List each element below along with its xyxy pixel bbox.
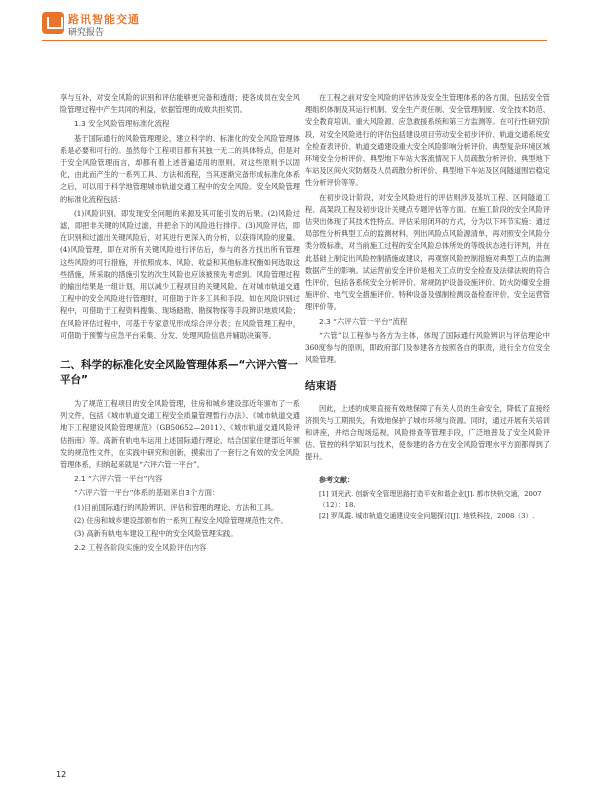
paragraph: 为了规范工程项目的安全风险管理，住房和城乡建设部近年颁布了一系列文件，包括《城市轨道交通工程安全质量管理暂行办法》、《城市轨道交通地下工程建设风险管理规范》（GB50652—2011）、《城市轨道交通风险评估指南》等。高新有轨电车运用上述国际通行理论，结合国家住建部近年颁发的规范性文件，在实践中研究和创新，摸索出了一套行之有效的安全风险管理体系，归纳起来就是“六评六管一平台”。 [60, 399, 300, 470]
list-item: (3) 高新有轨电车建设工程中的安全风险管理实践。 [74, 529, 238, 539]
section-subheading: “六评六管一平台”体系的基础来自3个方面： [74, 488, 220, 498]
reference-item: [2] 罗凤霞. 城市轨道交通建设安全问题探讨[J]. 地铁科技，2008（3）. [319, 511, 535, 520]
page-number: 12 [56, 770, 67, 779]
list-item: (2) 住房和城乡建设部颁布的一系列工程安全风险管理规范性文件。 [74, 515, 288, 525]
report-label: 研究报告 [68, 28, 105, 38]
paragraph: 在工程之前对安全风险的评估涉及安全生管理体系的各方面，包括安全管理组织体制及其运行机制、安全生产责任制、安全管理制度、安全技术防范、安全教育培训、重大风险源、应急救援系统和第三方监测等。在可行性研究阶段，对安全风险进行的评估包括建设项目劳动安全初步评价、轨道交通系统安全检查表评价、轨道交通建设重大安全风险影响分析评价、典型复杂环境区域环境安全分析评价、典型地下车站大客流情况下人员疏散分析评价、典型地下车站及区间火灾防烟及人员疏散分析评价、典型地下车站及区间隧道围岩稳定性分析评价等等。 [305, 93, 550, 188]
left-column [60, 92, 300, 557]
section-heading-1-3: 1.3 安全风险管理标准化流程 [74, 119, 170, 129]
list-item: (1)目前国际通行的风险辨识、评估和管理的理论、方法和工具。 [74, 502, 279, 512]
header-divider [42, 40, 547, 41]
paragraph: 基于国际通行的风险管理理论，建立科学的、标准化的安全风险管理体系是必要和可行的。虽然每个工程项目都有其独一无二的具体特点，但是对于安全风险管理而言，却都有着上述普遍适用的原则。对这些原则予以固化，由此而产生的一系列工具、方法和流程，当其逐渐完备形成标准化体系之后，可以用于科学地管理城市轨道交通工程中的安全风险。安全风险管理的标准化流程包括： [60, 133, 300, 204]
conclusion-heading: 结束语 [305, 380, 337, 393]
paragraph: 因此，上述的成果直接有效地保障了有关人员的生命安全，降低了直接经济损失与工期损失，有效地保护了城市环境与资源。同时，通过开展有关培训和讲座，并结合现场巡视，风险排查等管理手段，广泛地普及了安全风险评估、管控的科学知识与技术，使参建的各方在安全风险管理水平方面都得到了提升。 [305, 403, 550, 462]
paragraph: (1)风险识别，即发现安全问题的来源及其可能引发的后果。(2)风险过滤，即把非关键的风险过滤，并把余下的风险进行排序。(3)风险评估，即在识别和过滤出关键风险后，对其进行更深入的分析，以获得风险的度量。(4)风险管理，即在对所有关键风险进行评估后，参与的各方找出所有管理这些风险的可行措施，并依照成本、风险、收益和其他标准权衡如何选取这些措施，所采取的措施引发的次生风险也应该被预先考虑到。风险管理过程的输出结果是一组计划，用以减少工程项目的关键风险。在对城市轨道交通工程中的安全风险进行管理时，可借助于许多工具和手段。如在风险识别过程中，可借助于工程资料搜集、现场踏勘、勘探物探等手段辨识地质风险；在风险评估过程中，可基于专家意见形成综合评分表；在风险管理工程中，可借助于预警与应急平台采集、分发、处理风险信息并辅助决策等。 [60, 208, 300, 340]
brand-logo-icon [42, 12, 64, 34]
section-heading-2-2: 2.2 工程各阶段实施的安全风险评估内容 [74, 543, 207, 553]
reference-item: [1] 刘光武. 创新安全管理思路打造平安和谐企业[J]. 都市快轨交通，2007（12）：18. [319, 489, 542, 509]
paragraph: 在初步设计阶段，对安全风险进行的评估则涉及基坑工程、区间隧道工程、高架段工程及初步设计关键点专题评估等方面。在施工阶段的安全风险评估突出体现了其技术性特点。评估采用闭环的方式，分为以下环节实施：通过局部性分析典型工点的监测材料，列出风险点风险源清单，再对照安全风险分类分级标准，对当前施工过程的安全风险总体所处的等级状态进行评判，并在此基础上制定出风险控制措施或建议，再观察风险控制措施对典型工点的监测数据产生的影响。试运营前安全评价是相关工点的安全检查及法律法规的符合性评价，包括各系统安全分析评价、常规防护设备设施评价、防火防爆安全措施评价、电气安全措施评价、特种设备及强制检测设备检查评价、安全运营管理评价等。 [305, 192, 550, 312]
references-title: 参考文献： [319, 474, 354, 484]
right-column [305, 92, 550, 522]
references [305, 474, 550, 522]
paragraph: “六管”以工程参与各方为主体，体现了国际通行风险辨识与评估理论中360度参与的原则，即政府部门及参建各方按照各自的职责，进行全方位安全风险管理。 [305, 330, 550, 365]
chapter-heading-2: 二、科学的标准化安全风险管理体系—“六评六管一平台” [60, 359, 298, 387]
paragraph: 享与互补，对安全风险的识别和评估能够更完备和透彻；使各成员在安全风险管理过程中产生共同的利益，依据管理的成败共担奖罚。 [60, 93, 300, 115]
brand-name: 路讯智能交通 [68, 13, 140, 26]
section-heading-2-1: 2.1 “六评六管一平台”内容 [74, 474, 163, 484]
section-heading-2-3: 2.3 “六评六管一平台”流程 [319, 316, 408, 326]
